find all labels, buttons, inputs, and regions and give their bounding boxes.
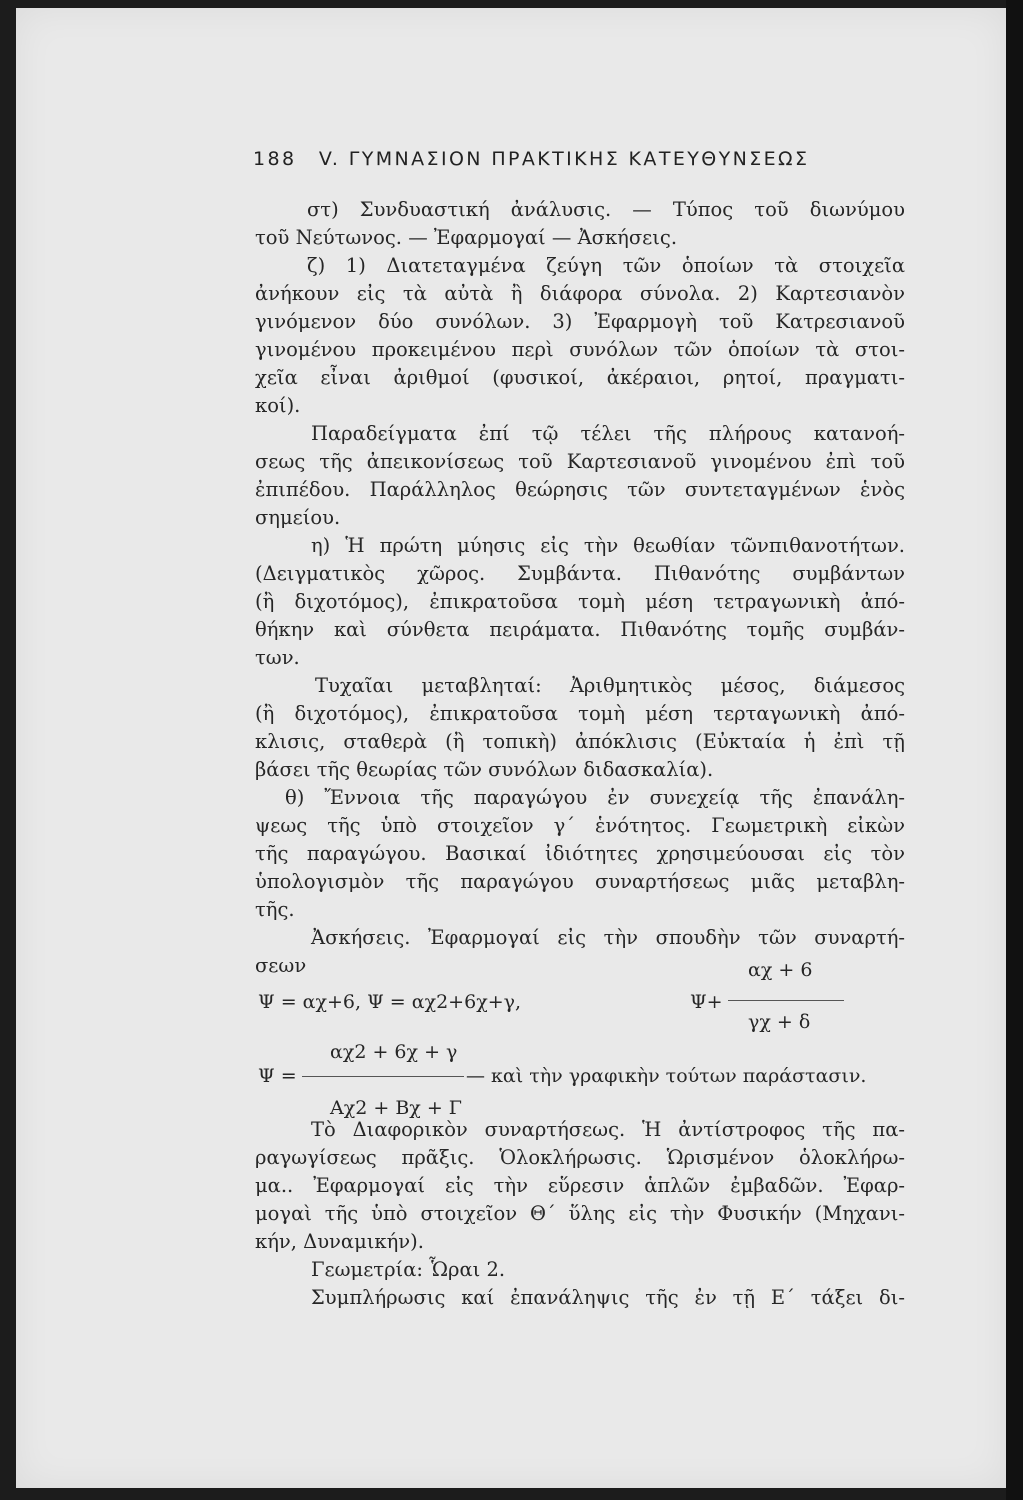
text-line: τῆς. (255, 898, 295, 921)
page-number: 188 (253, 148, 297, 170)
text-line: (ἢ διχοτόμος), ἐπικρατοῦσα τομὴ μέση τερταγωνικὴ ἀπό- (255, 702, 905, 725)
text-line: Γεωμετρία: Ὧραι 2. (311, 1258, 506, 1281)
text-line: κήν, Δυναμικήν). (255, 1230, 424, 1253)
text-line: Συμπλήρωσις καί ἐπανάληψις τῆς ἐν τῇ Ε΄ τάξει δι- (311, 1286, 905, 1309)
page-edge (1006, 0, 1023, 1500)
formula-2-psi: Ψ = (258, 1065, 297, 1087)
text-line: χεῖα εἶναι ἀριθμοί (φυσικοί, ἀκέραιοι, ρητοί, πραγματι- (255, 366, 905, 389)
text-line: ραγωγίσεως πρᾶξις. Ὁλοκλήρωσις. Ὡρισμένον ὁλοκλήρω- (255, 1146, 905, 1169)
formula-1-numerator: αχ + 6 (748, 959, 813, 981)
formula-1-left: Ψ = αχ+6, Ψ = αχ2+6χ+γ, (258, 991, 522, 1013)
formula-2-tail: — καὶ τὴν γραφικὴν τούτων παράστασιν. (466, 1065, 867, 1087)
text-line: μογαὶ τῆς ὑπὸ στοιχεῖον Θ΄ ὕλης εἰς τὴν Φυσικήν (Μηχανι- (255, 1202, 905, 1225)
text-line: (ἢ διχοτόμος), ἐπικρατοῦσα τομὴ μέση τετραγωνικὴ ἀπό- (255, 590, 905, 613)
text-line: θ) Ἔννοια τῆς παραγώγου ἐν συνεχείᾳ τῆς ἐπανάλη- (285, 786, 905, 809)
text-line: βάσει τῆς θεωρίας τῶν συνόλων διδασκαλία). (255, 758, 714, 781)
text-line: ἀνήκουν εἰς τὰ αὐτὰ ἢ διάφορα σύνολα. 2) Καρτεσιανὸν (255, 282, 905, 305)
formula-2-fraction-bar (302, 1076, 464, 1077)
text-line: σεων (255, 954, 307, 977)
text-line: σεως τῆς ἀπεικονίσεως τοῦ Καρτεσιανοῦ γινομένου ἐπὶ τοῦ (255, 450, 905, 473)
formula-1-denominator: γχ + δ (748, 1011, 811, 1033)
text-line: η) Ἡ πρώτη μύησις εἰς τὴν θεωθίαν τῶνπιθανοτήτων. (311, 534, 905, 557)
text-line: στ) Συνδυαστική ἀνάλυσις. — Τύπος τοῦ διωνύμου (307, 198, 905, 221)
text-line: Ἀσκήσεις. Ἐφαρμογαί εἰς τὴν σπουδὴν τῶν συναρτή- (311, 926, 905, 949)
formula-1-psi: Ψ+ (690, 991, 723, 1013)
text-line: θήκην καὶ σύνθετα πειράματα. Πιθανότης τομῆς συμβάν- (255, 618, 905, 641)
text-line: ἐπιπέδου. Παράλληλος θεώρησις τῶν συντεταγμένων ἑνὸς (255, 478, 905, 501)
text-line: μα.. Ἐφαρμογαί εἰς τὴν εὕρεσιν ἁπλῶν ἐμβαδῶν. Ἐφαρ- (255, 1174, 905, 1197)
formula-2-numerator: αχ2 + 6χ + γ (330, 1041, 458, 1063)
text-line: γινόμενον δύο συνόλων. 3) Ἐφαρμογὴ τοῦ Κατρεσιανοῦ (255, 310, 905, 333)
text-line: ψεως τῆς ὑπὸ στοιχεῖον γ΄ ἑνότητος. Γεωμετρικὴ εἰκὼν (255, 814, 905, 837)
text-line: (Δειγματικὸς χῶρος. Συμβάντα. Πιθανότης συμβάντων (255, 562, 905, 585)
text-line: κοί). (255, 394, 301, 417)
text-line: ζ) 1) Διατεταγμένα ζεύγη τῶν ὁποίων τὰ στοιχεῖα (307, 254, 905, 277)
formula-2-denominator: Αχ2 + Βχ + Γ (330, 1097, 462, 1119)
text-line: Τυχαῖαι μεταβληταί: Ἀριθμητικὸς μέσος, διάμεσος (315, 674, 905, 697)
text-line: τῆς παραγώγου. Βασικαί ἰδιότητες χρησιμεύουσαι εἰς τὸν (255, 842, 905, 865)
text-line: γινομένου προκειμένου περὶ συνόλων τῶν ὁποίων τὰ στοι- (255, 338, 905, 361)
formula-1-fraction-bar (728, 1000, 844, 1001)
text-line: Παραδείγματα ἐπί τῷ τέλει τῆς πλήρους κατανοή- (311, 422, 905, 445)
text-line: κλισις, σταθερὰ (ἢ τοπικὴ) ἀπόκλισις (Εὐκταία ἡ ἐπὶ τῇ (255, 730, 905, 753)
header-title: V. ΓΥΜΝΑΣΙΟΝ ΠΡΑΚΤΙΚΗΣ ΚΑΤΕΥΘΥΝΣΕΩΣ (318, 148, 810, 170)
text-line: σημείου. (255, 506, 341, 529)
text-line: των. (255, 646, 300, 669)
text-line: ὑπολογισμὸν τῆς παραγώγου συναρτήσεως μιᾶς μεταβλη- (255, 870, 905, 893)
text-line: τοῦ Νεύτωνος. — Ἐφαρμογαί — Ἀσκήσεις. (255, 226, 678, 249)
text-line: Τὸ Διαφορικὸν συναρτήσεως. Ἡ ἀντίστροφος τῆς πα- (311, 1118, 905, 1141)
running-header (253, 148, 853, 170)
